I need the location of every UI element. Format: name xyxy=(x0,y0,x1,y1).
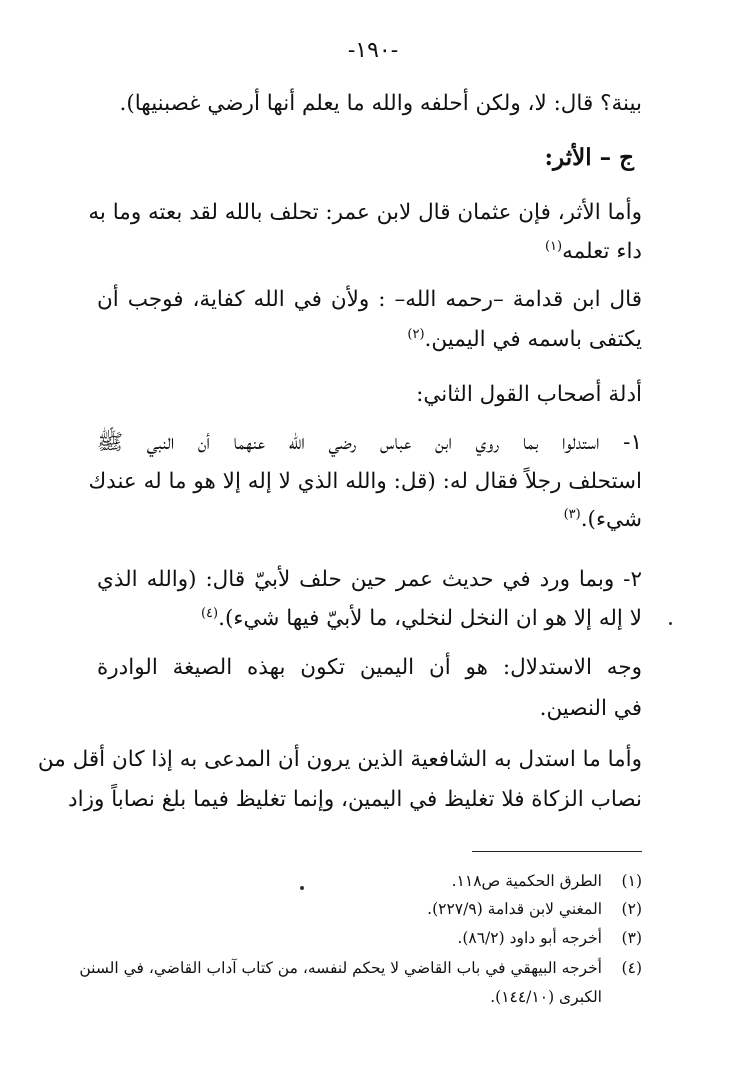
footnote-number: (١) xyxy=(621,872,642,890)
body-line-15: وأما ما استدل به الشافعية الذين يرون أن المدعى به إذا كان أقل من xyxy=(37,747,642,772)
footnote-3 xyxy=(97,925,642,951)
footnote-ref-2: (٢) xyxy=(407,326,425,342)
body-line-12 xyxy=(97,599,642,639)
footnote-ref-4: (٤) xyxy=(200,605,219,621)
footnote-4 xyxy=(79,955,642,981)
body-line-4-text: داء تعلمه xyxy=(562,239,642,264)
page-number: -١٩٠- xyxy=(347,38,399,63)
body-line-11: ٢- وبما ورد في حديث عمر حين حلف لأبيّ قال: (والله الذي xyxy=(97,567,642,592)
footnote-divider xyxy=(472,851,642,852)
body-line-4 xyxy=(97,232,642,272)
body-line-9: استحلف رجلاً فقال له: (قل: والله الذي لا إله إلا هو ما له عندك xyxy=(88,469,642,494)
footnote-text: أخرجه أبو داود (٨٦/٢). xyxy=(457,929,602,947)
body-line-8: ١- استدلوا بما روي ابن عباس رضي الله عنهما أن النبي ﷺ xyxy=(97,430,642,455)
section-heading-second-opinion: أدلة أصحاب القول الثاني: xyxy=(416,382,642,407)
body-line-5: قال ابن قدامة –رحمه الله– : ولأن في الله كفاية، فوجب أن xyxy=(97,287,642,312)
body-line-10 xyxy=(97,500,642,540)
body-line-16: نصاب الزكاة فلا تغليظ في اليمين، وإنما تغليظ فيما بلغ نصاباً وزاد xyxy=(68,787,642,812)
footnote-text: الطرق الحكمية ص١١٨. xyxy=(451,872,602,890)
footnote-text: المغني لابن قدامة (٢٢٧/٩). xyxy=(427,900,602,918)
body-line-6-text: يكتفى باسمه في اليمين. xyxy=(424,327,642,352)
scan-speck xyxy=(669,622,672,625)
body-line-10-text: شيء). xyxy=(580,507,642,532)
footnote-ref-1: (١) xyxy=(544,238,563,254)
section-heading-athar: ج – الأثر: xyxy=(544,144,634,171)
footnote-ref-3: (٣) xyxy=(563,506,581,522)
body-line-6 xyxy=(97,320,642,360)
footnote-4-continued: الكبرى (١٤٤/١٠). xyxy=(490,988,602,1006)
footnote-number: (٢) xyxy=(621,900,642,918)
body-line-14: في النصين. xyxy=(539,696,642,721)
body-line-13: وجه الاستدلال: هو أن اليمين تكون بهذه الصيغة الوادرة xyxy=(97,655,642,680)
scan-speck xyxy=(300,886,304,890)
footnote-1 xyxy=(97,868,642,894)
body-line-1: بينة؟ قال: لا، ولكن أحلفه والله ما يعلم أنها أرضي غصبنيها). xyxy=(119,91,642,116)
footnote-number: (٤) xyxy=(621,959,642,977)
body-line-3: وأما الأثر، فإن عثمان قال لابن عمر: تحلف بالله لقد بعته وما به xyxy=(88,200,642,225)
footnote-text: أخرجه البيهقي في باب القاضي لا يحكم لنفسه، من كتاب آداب القاضي، في السنن xyxy=(79,959,602,977)
footnote-number: (٣) xyxy=(621,929,642,947)
body-line-12-text: لا إله إلا هو ان النخل لنخلي، ما لأبيّ فيها شيء). xyxy=(218,606,642,631)
footnote-2 xyxy=(97,896,642,922)
